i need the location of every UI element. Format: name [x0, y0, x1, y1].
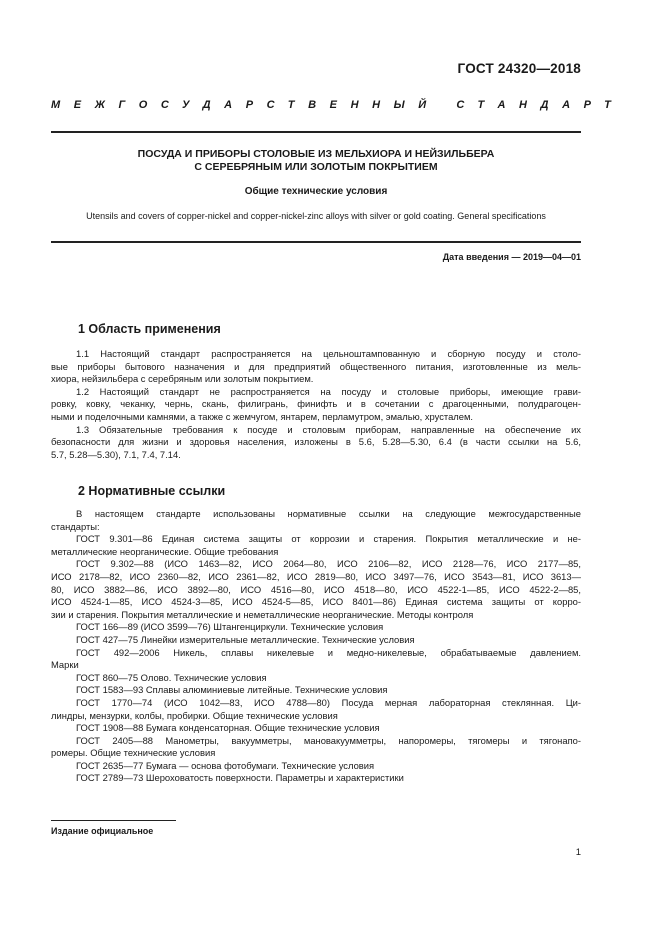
text-line: вые приборы бытового назначения и для предприятий общественного питания, изготовленные из мель- [51, 360, 581, 372]
document-title [51, 148, 581, 174]
document-number: ГОСТ 24320—2018 [457, 61, 581, 76]
text-line: линдры, мензурки, колбы, пробирки. Общие технические условия [51, 709, 338, 721]
text-line: безопасности для жизни и здоровья населения, изложены в 5.6, 5.28—5.30, 6.4 (в части ссылки на 5.6, [51, 436, 581, 448]
text-line: зии и старения. Покрытия металлические и неметаллические неорганические. Методы контроля [51, 608, 474, 620]
text-line: металлические неорганические. Общие требования [51, 545, 279, 557]
page-number: 1 [575, 847, 581, 858]
text-line: ГОСТ 492—2006 Никель, сплавы никелевые и медно-никелевые, обрабатываемые давлением. [76, 646, 581, 658]
text-line: 80, ИСО 3882—86, ИСО 3892—80, ИСО 4516—80, ИСО 4518—80, ИСО 4522-1—85, ИСО 4522-2—85, [51, 583, 581, 595]
text-line: ГОСТ 1908—88 Бумага конденсаторная. Общие технические условия [76, 722, 380, 734]
footer-divider [51, 820, 176, 821]
text-line: стандарты: [51, 520, 100, 532]
text-line: 1.2 Настоящий стандарт не распространяется на посуду и столовые приборы, имеющие грави- [76, 385, 581, 397]
text-line: ГОСТ 860—75 Олово. Технические условия [76, 671, 267, 683]
text-line: ГОСТ 427—75 Линейки измерительные металлические. Технические условия [76, 633, 415, 645]
title-line-1: ПОСУДА И ПРИБОРЫ СТОЛОВЫЕ ИЗ МЕЛЬХИОРА И НЕЙЗИЛЬБЕРА [137, 148, 495, 160]
text-line: ГОСТ 166—89 (ИСО 3599—76) Штангенциркули. Технические условия [76, 621, 384, 633]
text-line: ГОСТ 2405—88 Манометры, вакуумметры, мановакуумметры, напоромеры, тягомеры и тягонапо- [76, 734, 581, 746]
title-line-2: С СЕРЕБРЯНЫМ ИЛИ ЗОЛОТЫМ ПОКРЫТИЕМ [194, 161, 438, 173]
section-1-heading: 1 Область применения [78, 322, 221, 336]
text-line: ГОСТ 9.301—86 Единая система защиты от коррозии и старения. Покрытия металлические и не- [76, 533, 581, 545]
text-line: Марки [51, 659, 79, 671]
section-2-heading: 2 Нормативные ссылки [78, 484, 226, 498]
text-line: В настоящем стандарте использованы нормативные ссылки на следующие межгосударственные [76, 508, 581, 519]
text-line: ИСО 2178—82, ИСО 2360—82, ИСО 2361—82, ИСО 2819—80, ИСО 3497—76, ИСО 3543—81, ИСО 3613— [51, 570, 581, 582]
section-1-body [51, 348, 581, 461]
introduction-date: Дата введения — 2019—04—01 [442, 252, 581, 262]
standard-type: МЕЖГОСУДАРСТВЕННЫЙ СТАНДАРТ [51, 99, 625, 111]
text-line: 1.1 Настоящий стандарт распространяется на цельноштампованную и сборную посуду и столо- [76, 348, 581, 359]
official-edition-label: Издание официальное [51, 826, 154, 836]
text-line: ГОСТ 2635—77 Бумага — основа фотобумаги. Технические условия [76, 759, 375, 771]
text-line: ными и поделочными камнями, а также с жемчугом, янтарем, перламутром, эмалью, хрусталем. [51, 410, 474, 422]
text-line: ровку, ковку, чеканку, чернь, скань, филигрань, финифть и в сочетании с драгоценными, полудрагоцен- [51, 398, 581, 410]
section-2-body [51, 508, 581, 785]
text-line: ИСО 4524-1—85, ИСО 4524-3—85, ИСО 4524-5—85, ИСО 8401—86) Единая система защиты от корро- [51, 596, 581, 608]
text-line: ГОСТ 9.302—88 (ИСО 1463—82, ИСО 2064—80, ИСО 2106—82, ИСО 2128—76, ИСО 2177—85, [76, 558, 581, 570]
header-divider [51, 131, 581, 133]
text-line: ГОСТ 1583—93 Сплавы алюминиевые литейные. Технические условия [76, 684, 388, 696]
text-line: 1.3 Обязательные требования к посуде и столовым приборам, направленные на обеспечение их [76, 423, 581, 435]
text-line: ГОСТ 1770—74 (ИСО 1042—83, ИСО 4788—80) Посуда мерная лабораторная стеклянная. Ци- [76, 696, 581, 708]
document-subtitle: Общие технические условия [244, 186, 388, 197]
text-line: хиора, нейзильбера с серебряным или золотым покрытием. [51, 373, 314, 385]
text-line: 5.7, 5.28—5.30), 7.1, 7.4, 7.14. [51, 448, 181, 460]
text-line: ГОСТ 2789—73 Шероховатость поверхности. Параметры и характеристики [76, 772, 404, 784]
text-line: ромеры. Общие технические условия [51, 747, 216, 759]
title-divider [51, 241, 581, 243]
english-title: Utensils and covers of copper-nickel and copper-nickel-zinc alloys with silver or gold coating. General specifications [86, 211, 546, 221]
